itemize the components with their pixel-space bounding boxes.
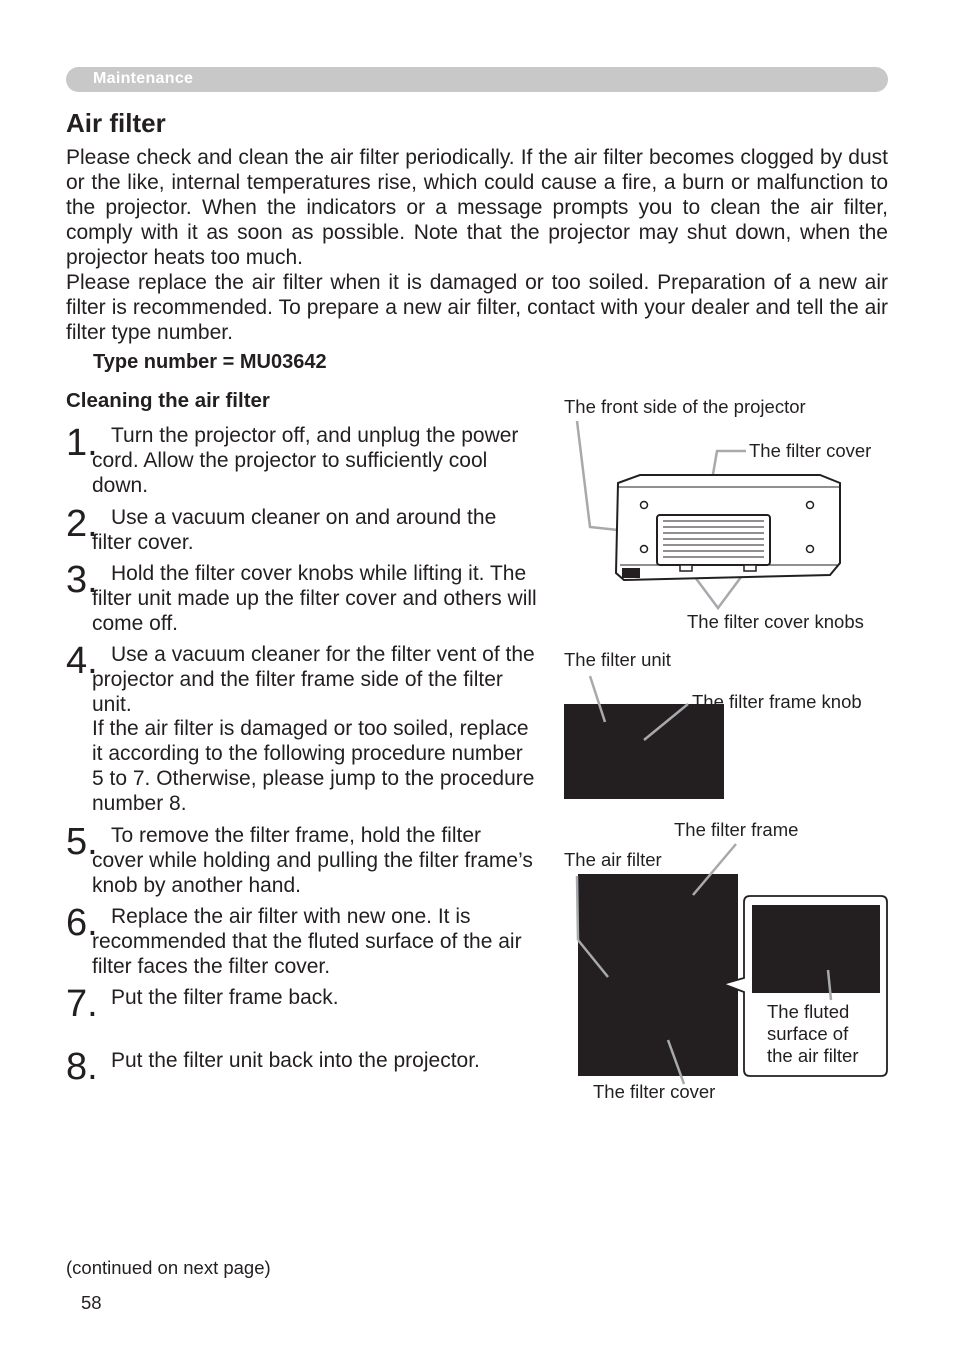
- section-subtitle: Cleaning the air filter: [66, 389, 270, 412]
- step-number: 1.: [66, 422, 98, 464]
- step-number: 6.: [66, 902, 98, 944]
- caption-air-filter: The air filter: [564, 849, 662, 870]
- type-number: Type number = MU03642: [93, 351, 327, 373]
- continued-note: (continued on next page): [66, 1257, 271, 1278]
- intro-paragraph-1: Please check and clean the air filter periodically. If the air filter becomes clogged by dust or the like, internal temperatures rise, which could cause a fire, a burn or malfunction to the projector. When the indicators or a message prompts you to clean the air filter, comply with it as soon as possible. Note that the projector may shut down, when the projector heats too much.: [66, 146, 888, 269]
- step-text: Put the filter unit back into the projector.: [111, 1049, 480, 1072]
- caption-fluted-surface-line2: surface of: [767, 1023, 849, 1044]
- step-text: Turn the projector off, and unplug the power cord. Allow the projector to sufficiently cool down.: [92, 424, 519, 497]
- step-number: 8.: [66, 1046, 98, 1088]
- section-label: Maintenance: [93, 70, 194, 87]
- caption-filter-cover-knobs: The filter cover knobs: [687, 611, 864, 632]
- caption-fluted-surface-line3: the air filter: [767, 1045, 859, 1066]
- caption-filter-frame-knob: The filter frame knob: [692, 691, 862, 712]
- step-number: 3.: [66, 559, 98, 601]
- step-text: Put the filter frame back.: [111, 986, 339, 1009]
- step-number: 7.: [66, 983, 98, 1025]
- step-text: Replace the air filter with new one. It is recommended that the fluted surface of the air filter faces the filter cover.: [92, 905, 522, 978]
- step-text: Use a vacuum cleaner on and around the filter cover.: [92, 506, 497, 554]
- step-number: 4.: [66, 640, 98, 682]
- step-text: To remove the filter frame, hold the filter cover while holding and pulling the filter frame’s knob by another hand.: [92, 824, 533, 897]
- caption-fluted-surface-line1: The fluted: [767, 1001, 850, 1022]
- step-number: 2.: [66, 503, 98, 545]
- step-text: Hold the filter cover knobs while lifting it. The filter unit made up the filter cover and others will come off.: [92, 562, 537, 635]
- caption-filter-cover-bottom: The filter cover: [593, 1081, 716, 1102]
- page-number: 58: [81, 1292, 102, 1313]
- caption-filter-frame: The filter frame: [674, 819, 799, 840]
- caption-filter-unit: The filter unit: [564, 649, 671, 670]
- filter-unit-leaders: [560, 670, 700, 750]
- step-number: 5.: [66, 821, 98, 863]
- caption-filter-cover: The filter cover: [749, 440, 872, 461]
- caption-front-side: The front side of the projector: [564, 396, 806, 417]
- projector-front-diagram: [560, 415, 900, 615]
- page-title: Air filter: [66, 108, 166, 138]
- step-note: If the air filter is damaged or too soiled, replace it according to the following procedure number 5 to 7. Otherwise, please jump to the procedure number 8.: [92, 717, 535, 815]
- intro-paragraph-2: Please replace the air filter when it is damaged or too soiled. Preparation of a new air filter is recommended. To prepare a new air filter, contact with your dealer and tell the air filter type number.: [66, 271, 888, 344]
- step-text: Use a vacuum cleaner for the filter vent of the projector and the filter frame side of the filter unit.: [92, 643, 535, 716]
